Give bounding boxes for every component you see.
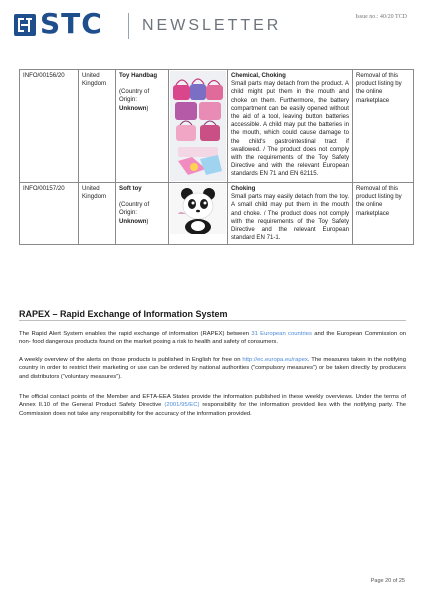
paragraph-text: and the European Commission on non- food dangerous products found on the market posing a risk to health and safety of consumers. <box>19 331 406 346</box>
country-line: United <box>82 72 100 79</box>
origin-close: ) <box>146 104 149 112</box>
stc-logo-text: STC <box>40 7 103 40</box>
stc-logo-mark-icon <box>14 14 36 36</box>
country-line: Kingdom <box>82 80 107 88</box>
section-divider <box>19 320 406 321</box>
product-cell <box>116 70 169 183</box>
measure-cell: Removal of this product listing by the online marketplace <box>353 183 414 245</box>
rapex-heading: RAPEX – Rapid Exchange of Information System <box>19 309 228 319</box>
toy-handbags-photo-icon <box>170 71 226 181</box>
country-line: United <box>82 185 100 192</box>
page-header <box>0 0 425 56</box>
risk-cell <box>228 70 353 183</box>
image-cell <box>169 70 228 183</box>
reference-cell: INFO/00156/20 <box>20 70 79 183</box>
paragraph-text: The official contact points of the Member and EFTA-EEA States provide the information published in these weekly overviews. Under the terms of Annex II.10 of the General Product Safety Directive <box>19 394 406 409</box>
origin-label: (Country of Origin: <box>119 201 150 217</box>
origin-value: Unknown <box>119 217 147 225</box>
origin-close: ) <box>146 217 149 225</box>
country-cell <box>79 183 116 245</box>
page-number: Page 20 of 25 <box>370 578 405 584</box>
origin-value: Unknown <box>119 104 147 112</box>
country-cell <box>79 70 116 183</box>
product-name: Toy Handbag <box>119 72 158 79</box>
panda-soft-toy-photo-icon <box>170 184 226 234</box>
newsletter-title: NEWSLETTER <box>142 17 282 34</box>
paragraph-text: A weekly overview of the alerts on those products is published in English for free on <box>19 357 243 363</box>
risk-cell <box>228 183 353 245</box>
image-cell <box>169 183 228 245</box>
country-line: Kingdom <box>82 193 107 201</box>
origin-label: (Country of Origin: <box>119 88 150 104</box>
product-alert-table <box>19 69 414 245</box>
rapex-website-link[interactable]: http://ec.europa.eu/rapex <box>242 357 308 363</box>
table-row <box>20 70 414 183</box>
rapex-paragraph <box>19 330 406 347</box>
table-row <box>20 183 414 245</box>
directive-link[interactable]: (2001/95/EC) <box>164 402 200 409</box>
risk-type: Chemical, Choking <box>231 72 286 79</box>
paragraph-text: . The measures taken in the notifying country in order to restrict their marketing or use can be ordered by national authorities (“compulsory measures”) or be taken directly by producers and distributors (“voluntary measures”). <box>19 357 406 380</box>
measure-cell: Removal of this product listing by the online marketplace <box>353 70 414 183</box>
risk-description: Small parts may detach from the product. A child might put them in the mouth and choke on them. Furthermore, the battery compartment can be easily opened without the aid of a tool, leaving button batteries accessible. A child may put the batteries in the mouth, which could cause damage to the child's gastrointestinal tract if swallowed. / The product does not comply with the requirements of the Toy Safety Directive and with the relevant European standards EN 71 and EN 62115. <box>231 80 349 178</box>
product-cell <box>116 183 169 245</box>
paragraph-text: responsibility for the information provided lies with the notifying party. The Commission does not take any responsibility for the accuracy of the information provided. <box>19 402 406 417</box>
header-divider <box>128 13 129 39</box>
product-name: Soft toy <box>119 185 142 192</box>
rapex-paragraph <box>19 356 406 381</box>
european-countries-link[interactable]: 31 European countries <box>251 331 312 337</box>
rapex-paragraph <box>19 393 406 418</box>
issue-number: Issue no.: 40/20 TCD <box>355 14 407 20</box>
reference-cell: INFO/00157/20 <box>20 183 79 245</box>
paragraph-text: The Rapid Alert System enables the rapid exchange of information (RAPEX) between <box>19 331 252 337</box>
risk-type: Choking <box>231 185 256 192</box>
risk-description: Small parts may easily detach from the toy. A small child may put them in the mouth and choke. / The product does not comply with the requirements of the Toy Safety Directive and the relevant European standard EN 71-1. <box>231 193 349 242</box>
